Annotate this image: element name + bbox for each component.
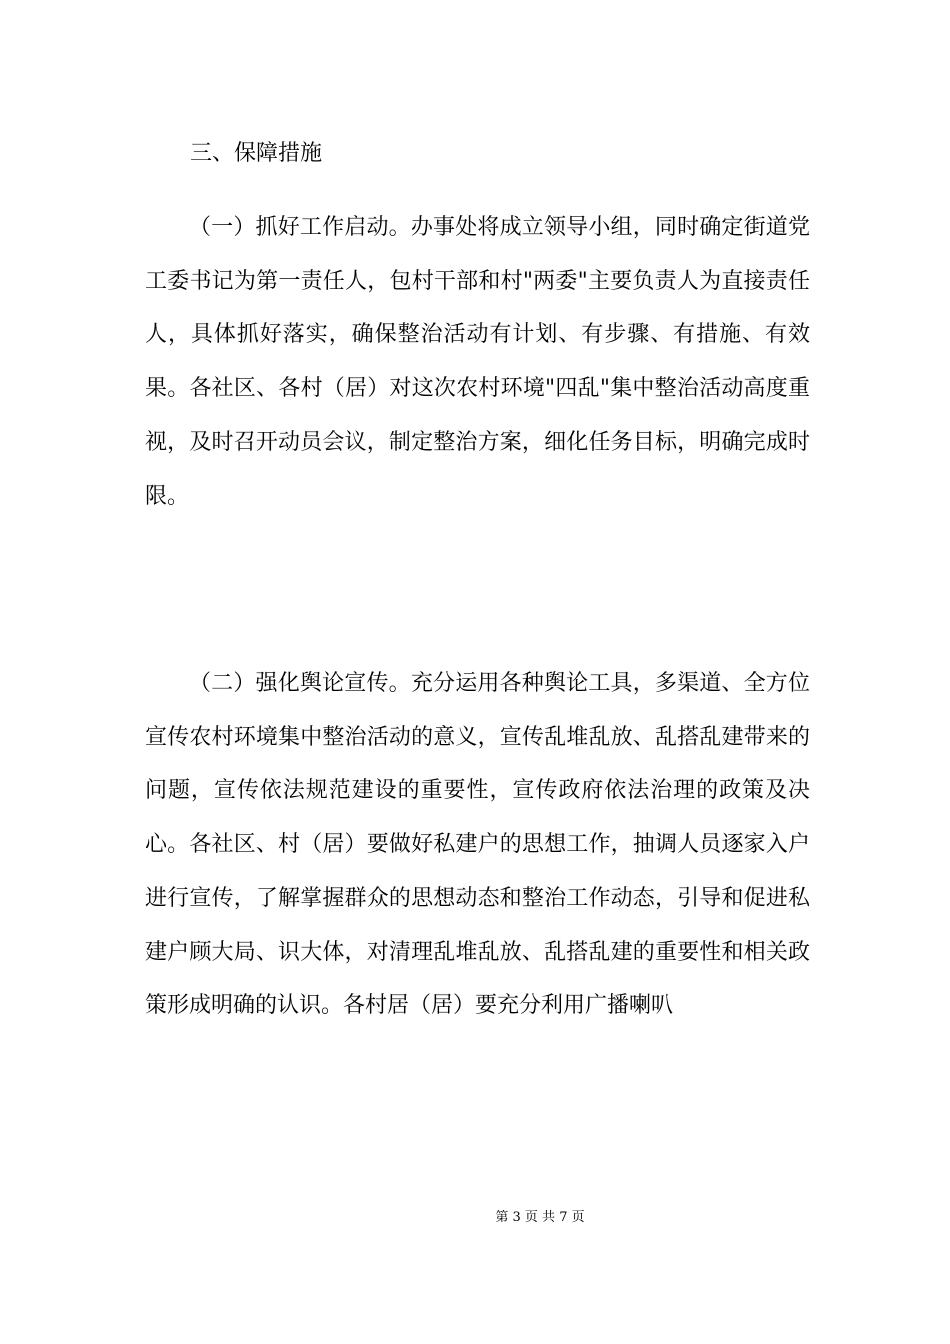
section-heading: 三、保障措施 — [190, 141, 323, 166]
page-number: 第 3 页 共 7 页 — [495, 1210, 585, 1225]
paragraph-work-launch: （一）抓好工作启动。办事处将成立领导小组，同时确定街道党工委书记为第一责任人，包村干部和村"两委"主要负责人为直接责任人，具体抓好落实，确保整治活动有计划、有步骤、有措施、有效果。各社区、各村（居）对这次农村环境"四乱"集中整治活动高度重视，及时召开动员会议，制定整治方案，细化任务目标，明确完成时限。 — [145, 215, 810, 509]
page-footer — [0, 1208, 950, 1228]
paragraph-publicity: （二）强化舆论宣传。充分运用各种舆论工具，多渠道、全方位宣传农村环境集中整治活动的意义，宣传乱堆乱放、乱搭乱建带来的问题，宣传依法规范建设的重要性，宣传政府依法治理的政策及决心。各社区、村（居）要做好私建户的思想工作，抽调人员逐家入户进行宣传，了解掌握群众的思想动态和整治工作动态，引导和促进私建户顾大局、识大体，对清理乱堆乱放、乱搭乱建的重要性和相关政策形成明确的认识。各村居（居）要充分利用广播喇叭 — [145, 671, 810, 1019]
